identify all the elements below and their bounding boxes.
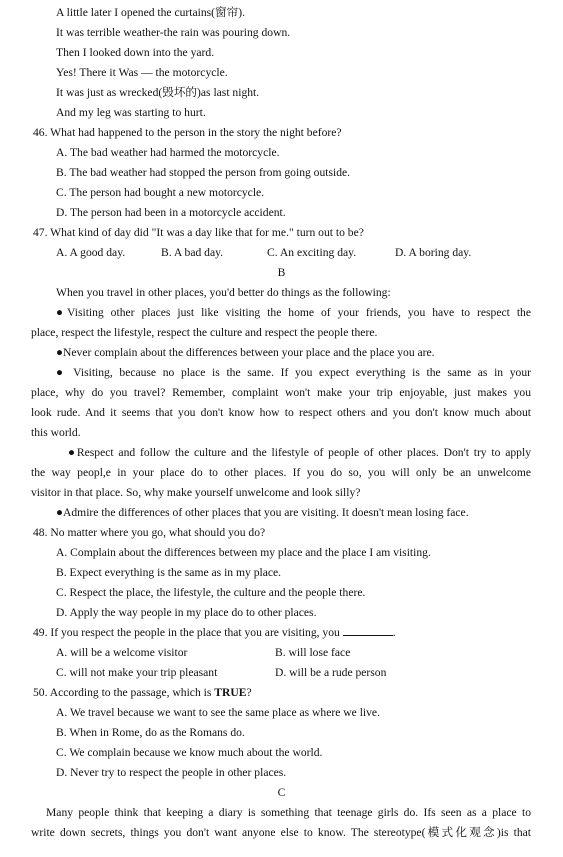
question-49-stem — [33, 623, 396, 643]
q50-stem-bold: TRUE — [214, 686, 247, 699]
paragraph-line: place, respect the lifestyle, respect the culture and respect the people there. — [31, 326, 378, 339]
q47-option-d: D. A boring day. — [395, 246, 472, 259]
paragraph-line: Many people think that keeping a diary is something that teenage girls do. Ifs seen as a place to — [46, 806, 531, 819]
q48-option-d: D. Apply the way people in my place do to other places. — [56, 606, 317, 619]
section-b-heading: B — [277, 266, 286, 279]
paragraph-line: ●Admire the differences of other places that you are visiting. It doesn't mean losing face. — [56, 506, 469, 519]
q46-option-a: A. The bad weather had harmed the motorcycle. — [56, 146, 280, 159]
q48-option-c: C. Respect the place, the lifestyle, the culture and the people there. — [56, 586, 366, 599]
q49-option-d: D. will be a rude person — [275, 666, 387, 679]
paragraph-line: ●Visiting other places just like visiting the home of your friends, you have to respect the — [56, 306, 531, 319]
section-c-heading: C — [277, 786, 286, 799]
q50-option-d: D. Never try to respect the people in other places. — [56, 766, 287, 779]
q50-option-a: A. We travel because we want to see the same place as where we live. — [56, 706, 380, 719]
q50-option-b: B. When in Rome, do as the Romans do. — [56, 726, 245, 739]
paragraph-line: write down secrets, things you don't want anyone else to know. The stereotype(模式化观念)is that — [31, 826, 531, 839]
q48-option-a: A. Complain about the differences between my place and the place I am visiting. — [56, 546, 431, 559]
q49-option-a: A. will be a welcome visitor — [56, 646, 188, 659]
section-b-intro: When you travel in other places, you'd better do things as the following: — [56, 286, 391, 299]
q48-option-b: B. Expect everything is the same as in my place. — [56, 566, 282, 579]
paragraph-line: place, why do you travel? Remember, complaint won't make your trip enjoyable, just makes you — [31, 386, 531, 399]
q50-stem-post: ? — [246, 686, 252, 699]
q49-stem-text: 49. If you respect the people in the place that you are visiting, you — [33, 626, 340, 639]
poem-line: It was terrible weather-the rain was pouring down. — [56, 26, 291, 39]
paragraph-line: look rude. And it seems that you don't know how to respect others and you don't know much about — [31, 406, 531, 419]
q50-stem-pre: 50. According to the passage, which is — [33, 686, 215, 699]
paragraph-line: ●Never complain about the differences between your place and the place you are. — [56, 346, 435, 359]
question-50-stem — [33, 683, 252, 703]
poem-line: A little later I opened the curtains(窗帘). — [56, 6, 245, 19]
q46-option-d: D. The person had been in a motorcycle accident. — [56, 206, 286, 219]
q47-option-b: B. A bad day. — [161, 246, 224, 259]
paragraph-line: the way peopl,e in your place do to other places. If you do so, you will only be an unwelcome — [31, 466, 531, 479]
question-46-stem: 46. What had happened to the person in the story the night before? — [33, 126, 342, 139]
q49-stem-end: . — [392, 626, 396, 639]
q50-option-c: C. We complain because we know much about the world. — [56, 746, 323, 759]
paragraph-line: visitor in that place. So, why make yourself unwelcome and look silly? — [31, 486, 361, 499]
question-48-stem: 48. No matter where you go, what should you do? — [33, 526, 266, 539]
q49-option-b: B. will lose face — [275, 646, 351, 659]
q49-option-c: C. will not make your trip pleasant — [56, 666, 218, 679]
paragraph-line: this world. — [31, 426, 81, 439]
q46-option-b: B. The bad weather had stopped the person from going outside. — [56, 166, 351, 179]
q46-option-c: C. The person had bought a new motorcycle. — [56, 186, 265, 199]
poem-line: It was just as wrecked(毁坏的)as last night. — [56, 86, 260, 99]
poem-line: Then I looked down into the yard. — [56, 46, 215, 59]
poem-line: Yes! There it Was — the motorcycle. — [56, 66, 228, 79]
paragraph-line: ●Respect and follow the culture and the lifestyle of people of other places. Don't try to apply — [68, 446, 531, 459]
q47-option-a: A. A good day. — [56, 246, 126, 259]
paragraph-line: ● Visiting, because no place is the same. If you expect everything is the same as in your — [56, 366, 531, 379]
poem-line: And my leg was starting to hurt. — [56, 106, 206, 119]
q47-option-c: C. An exciting day. — [267, 246, 357, 259]
question-47-stem: 47. What kind of day did "It was a day like that for me." turn out to be? — [33, 226, 364, 239]
answer-blank — [343, 624, 393, 636]
